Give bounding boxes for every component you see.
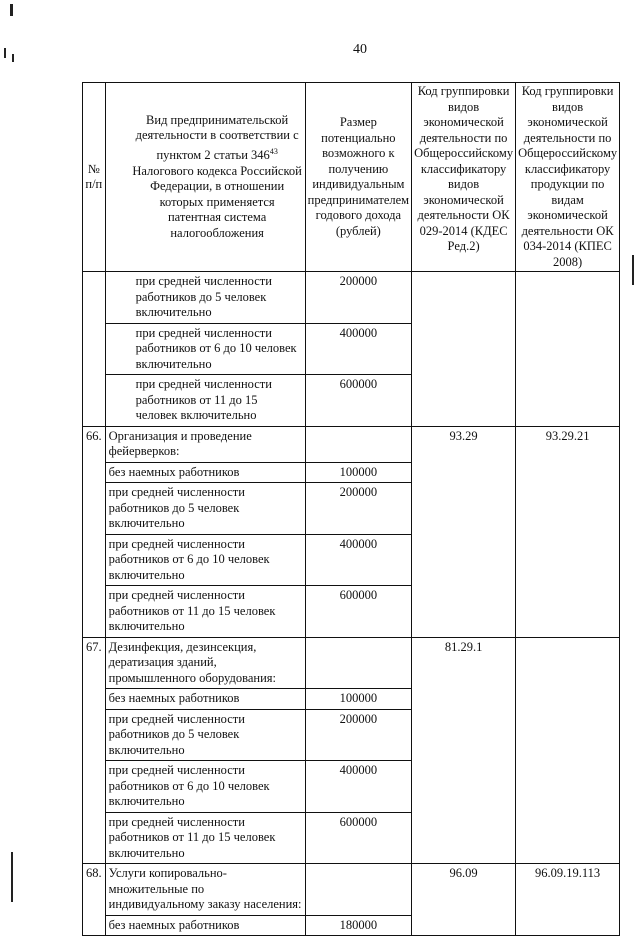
activity-okved: 96.09 <box>412 864 516 936</box>
scan-mark-left-1 <box>4 48 6 58</box>
scan-mark-top <box>10 4 13 16</box>
row-amount: 200000 <box>305 272 411 324</box>
row-amount: 180000 <box>305 915 411 936</box>
page-number: 40 <box>353 42 367 57</box>
header-okpd-code: Код группировки видов экономической деятельности по Общероссийскому классификатору продукции по видам экономической деятельности ОК 034-2014 (КПЕС 2008) <box>516 83 620 272</box>
row-amount: 600000 <box>305 812 411 864</box>
row-amount: 200000 <box>305 483 411 535</box>
activity-okpd <box>516 637 620 864</box>
activity-number: 68. <box>83 864 106 936</box>
activity-amount <box>305 426 411 462</box>
row-condition: при средней численности работников от 6 до 10 человек включительно <box>105 534 305 586</box>
activity-title: Дезинфекция, дезинсекция, дератизация зданий, промышленного оборудования: <box>105 637 305 689</box>
row-amount: 100000 <box>305 462 411 483</box>
activity-amount <box>305 637 411 689</box>
activity-row <box>83 637 620 689</box>
row-condition: при средней численности работников до 5 человек включительно <box>105 272 305 324</box>
row-okved <box>412 272 516 427</box>
activity-amount <box>305 864 411 916</box>
row-condition: без наемных работников <box>105 689 305 710</box>
row-condition: без наемных работников <box>105 462 305 483</box>
activity-okpd: 96.09.19.113 <box>516 864 620 936</box>
table-header-row <box>83 83 620 272</box>
row-amount: 100000 <box>305 689 411 710</box>
scan-mark-bottom <box>11 852 13 902</box>
patent-activity-table <box>82 82 620 936</box>
row-amount: 400000 <box>305 323 411 375</box>
row-condition: при средней численности работников от 11 до 15 человек включительно <box>105 586 305 638</box>
scan-mark-left-2 <box>12 54 14 62</box>
activity-row <box>83 426 620 462</box>
row-number <box>83 272 106 427</box>
activity-row <box>83 864 620 916</box>
row-condition: при средней численности работников от 6 до 10 человек включительно <box>105 323 305 375</box>
table-row <box>83 272 620 324</box>
scan-mark-right <box>632 255 634 285</box>
row-condition: при средней численности работников от 6 до 10 человек включительно <box>105 761 305 813</box>
header-footnote-sup: 43 <box>269 146 278 156</box>
row-condition: при средней численности работников от 11 до 15 человек включительно <box>105 812 305 864</box>
header-income-amount: Размер потенциально возможного к получению индивидуальным предпринимателем годового дохода (рублей) <box>305 83 411 272</box>
activity-number: 66. <box>83 426 106 637</box>
row-condition: при средней численности работников до 5 человек включительно <box>105 709 305 761</box>
activity-okved: 81.29.1 <box>412 637 516 864</box>
activity-number: 67. <box>83 637 106 864</box>
row-okpd <box>516 272 620 427</box>
row-condition: без наемных работников <box>105 915 305 936</box>
row-condition: при средней численности работников от 11 до 15 человек включительно <box>105 375 305 427</box>
activity-okpd: 93.29.21 <box>516 426 620 637</box>
header-okved-code: Код группировки видов экономической деятельности по Общероссийскому классификатору видов экономической деятельности ОК 029-2014 (КДЕС Ред.2) <box>412 83 516 272</box>
row-amount: 400000 <box>305 534 411 586</box>
row-condition: при средней численности работников до 5 человек включительно <box>105 483 305 535</box>
row-amount: 600000 <box>305 586 411 638</box>
header-activity-kind: Вид предпринимательской деятельности в соответствии с пунктом 2 статьи $346^{43}$ Налогового кодекса Российской Федерации, в отношении которых применяется патентная система налогообложения <box>105 83 305 272</box>
row-amount: 400000 <box>305 761 411 813</box>
activity-okved: 93.29 <box>412 426 516 637</box>
row-amount: 200000 <box>305 709 411 761</box>
row-amount: 600000 <box>305 375 411 427</box>
table-body <box>83 272 620 936</box>
header-num: № п/п <box>83 83 106 272</box>
activity-title: Организация и проведение фейерверков: <box>105 426 305 462</box>
activity-title: Услуги копировально-множительные по индивидуальному заказу населения: <box>105 864 305 916</box>
